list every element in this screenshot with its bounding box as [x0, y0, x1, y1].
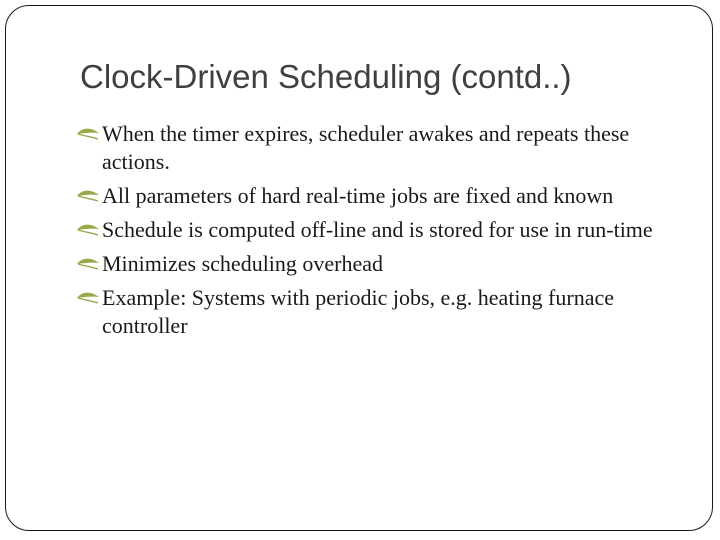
bullet-text: Schedule is computed off-line and is stored for use in run-time	[102, 217, 653, 242]
bullet-text: Minimizes scheduling overhead	[102, 251, 384, 276]
leaf-icon	[76, 127, 100, 141]
bullet-item	[76, 216, 676, 244]
leaf-icon	[76, 189, 100, 203]
bullet-text: All parameters of hard real-time jobs are fixed and known	[102, 183, 614, 208]
bullet-item	[76, 120, 676, 176]
bullet-item	[76, 284, 676, 340]
slide-title: Clock-Driven Scheduling (contd..)	[80, 58, 572, 95]
leaf-icon	[76, 291, 100, 305]
bullet-text: Example: Systems with periodic jobs, e.g. heating furnace controller	[102, 285, 614, 338]
bullet-list	[76, 120, 676, 346]
bullet-text: When the timer expires, scheduler awakes and repeats these actions.	[102, 121, 630, 174]
bullet-item	[76, 182, 676, 210]
leaf-icon	[76, 257, 100, 271]
bullet-item	[76, 250, 676, 278]
leaf-icon	[76, 223, 100, 237]
